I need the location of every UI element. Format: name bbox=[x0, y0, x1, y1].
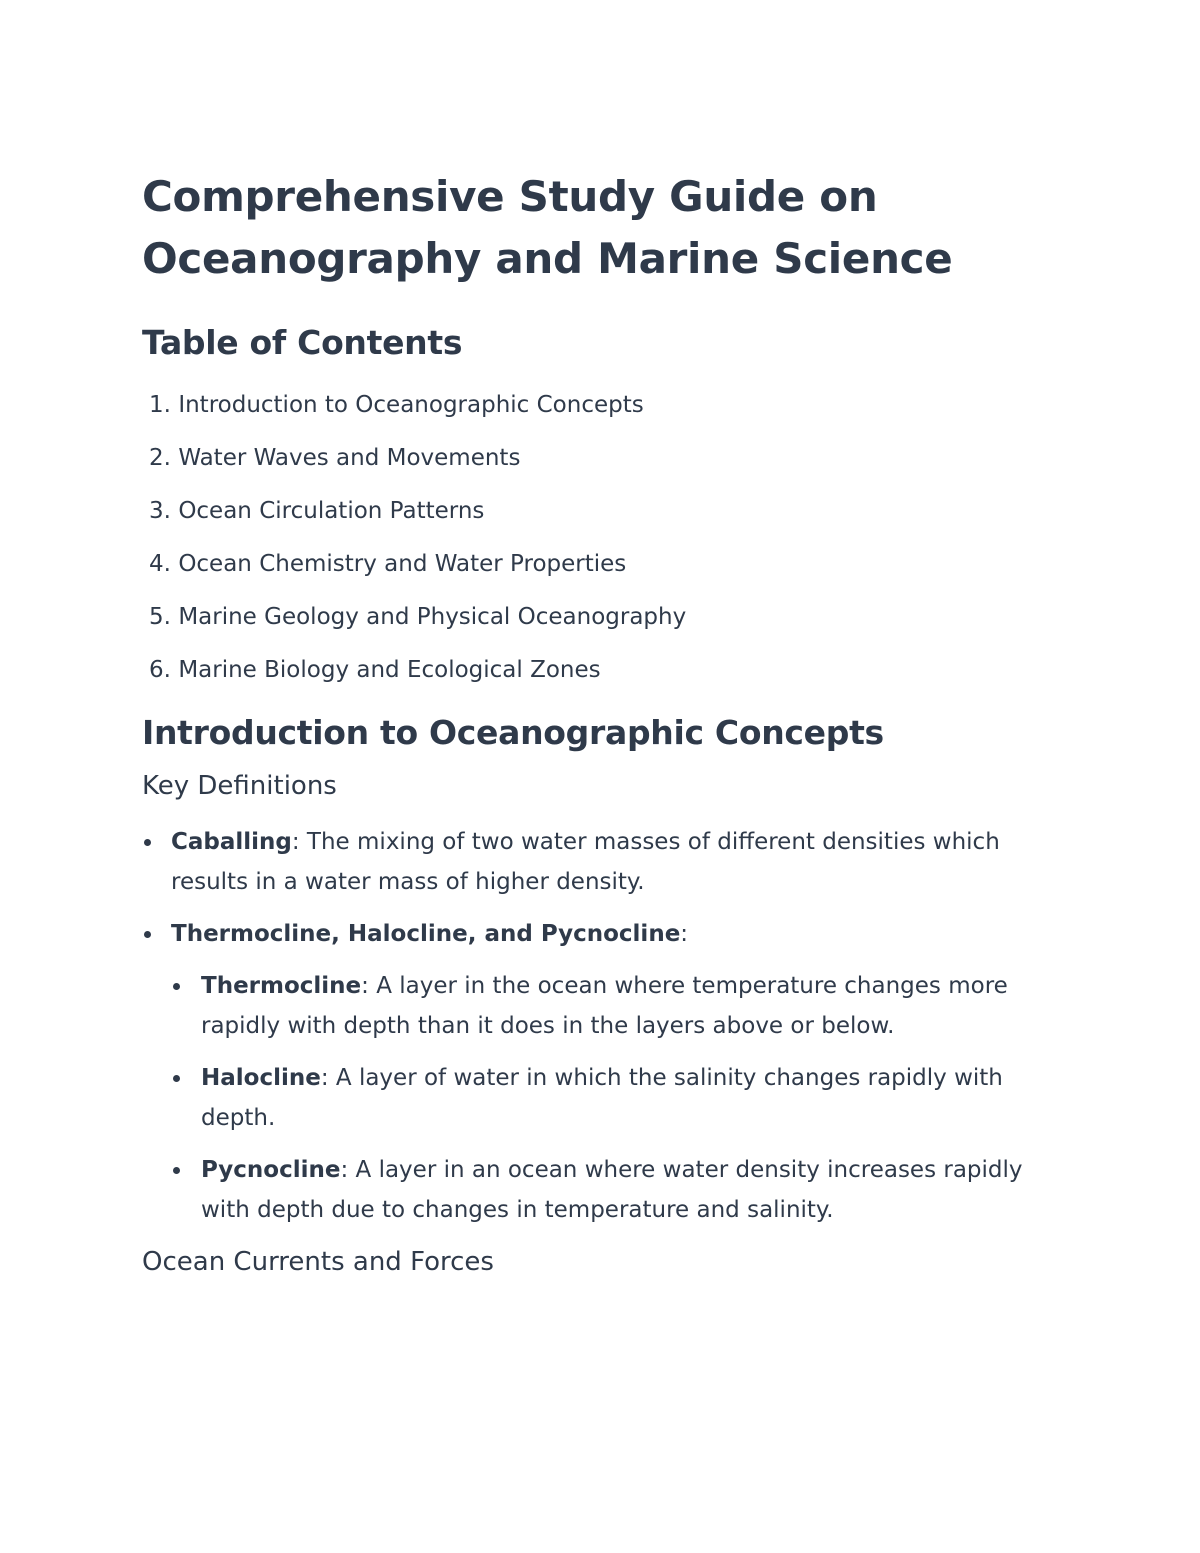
bullet-icon bbox=[144, 839, 151, 846]
toc-heading: Table of Contents bbox=[142, 323, 463, 362]
definition-text: : The mixing of two water masses of different densities which results in a water mass of higher density. bbox=[171, 829, 1000, 895]
toc-item bbox=[142, 549, 1072, 579]
definition-term: Pycnocline bbox=[201, 1157, 341, 1183]
toc-item-label: Introduction to Oceanographic Concepts bbox=[178, 392, 644, 418]
bullet-icon bbox=[144, 931, 151, 938]
toc-item-number: 2. bbox=[149, 445, 171, 471]
toc-item-label: Marine Geology and Physical Oceanography bbox=[178, 604, 687, 630]
definition-term: Thermocline, Halocline, and Pycnocline bbox=[171, 921, 681, 947]
definitions-list bbox=[142, 822, 1072, 1230]
definition-text: : A layer of water in which the salinity changes rapidly with depth. bbox=[201, 1065, 1003, 1131]
subheading-key-definitions: Key Definitions bbox=[142, 771, 337, 801]
toc-item-number: 5. bbox=[149, 604, 171, 630]
sub-definition-item bbox=[171, 966, 1072, 1046]
definition-term: Halocline bbox=[201, 1065, 321, 1091]
toc-item-number: 3. bbox=[149, 498, 171, 524]
toc-item-number: 1. bbox=[149, 392, 171, 418]
toc-item bbox=[142, 443, 1072, 473]
title-line-2: Oceanography and Marine Science bbox=[142, 234, 953, 283]
definition-text: : bbox=[680, 921, 689, 947]
definition-text: : A layer in an ocean where water density increases rapidly with depth due to changes in temperature and salinity. bbox=[201, 1157, 1023, 1223]
toc-item-label: Ocean Circulation Patterns bbox=[178, 498, 485, 524]
table-of-contents bbox=[142, 390, 1072, 685]
toc-item bbox=[142, 602, 1072, 632]
toc-item bbox=[142, 655, 1072, 685]
definition-item bbox=[142, 822, 1072, 902]
sub-definition-item bbox=[171, 1150, 1072, 1230]
definition-item bbox=[142, 914, 1072, 1230]
toc-item-label: Marine Biology and Ecological Zones bbox=[178, 657, 601, 683]
document-title bbox=[142, 166, 1072, 290]
toc-item-label: Water Waves and Movements bbox=[178, 445, 521, 471]
sub-definition-item bbox=[171, 1058, 1072, 1138]
definition-text: : A layer in the ocean where temperature changes more rapidly with depth than it does in the layers above or below. bbox=[201, 973, 1008, 1039]
toc-item-number: 4. bbox=[149, 551, 171, 577]
toc-item-number: 6. bbox=[149, 657, 171, 683]
bullet-icon bbox=[173, 1167, 180, 1174]
document-page bbox=[142, 166, 1072, 1282]
bullet-icon bbox=[173, 1075, 180, 1082]
section-heading-introduction: Introduction to Oceanographic Concepts bbox=[142, 713, 884, 752]
toc-item bbox=[142, 496, 1072, 526]
title-line-1: Comprehensive Study Guide on bbox=[142, 172, 878, 221]
sub-definitions-list bbox=[171, 966, 1072, 1230]
toc-item-label: Ocean Chemistry and Water Properties bbox=[178, 551, 627, 577]
definition-term: Caballing bbox=[171, 829, 292, 855]
subheading-ocean-currents: Ocean Currents and Forces bbox=[142, 1247, 494, 1277]
toc-item bbox=[142, 390, 1072, 420]
definition-term: Thermocline bbox=[201, 973, 362, 999]
bullet-icon bbox=[173, 983, 180, 990]
